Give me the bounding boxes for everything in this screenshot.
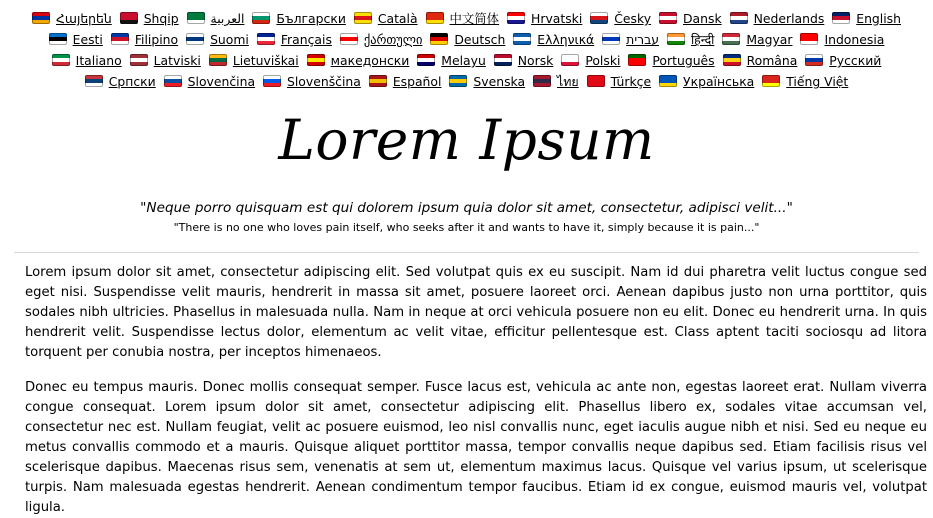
flag-icon [186,33,204,45]
language-item[interactable] [187,8,245,29]
language-item[interactable] [805,50,881,71]
language-link[interactable]: Hrvatski [531,11,583,26]
flag-icon [533,75,551,87]
language-link[interactable]: Dansk [683,11,722,26]
language-item[interactable] [130,50,201,71]
language-link[interactable]: македонски [330,53,410,68]
language-link[interactable]: Lietuviškai [232,53,299,68]
language-item[interactable] [369,71,442,92]
language-item[interactable] [417,50,486,71]
language-item[interactable] [494,50,554,71]
language-link[interactable]: العربية [210,11,245,26]
language-link[interactable]: Български [276,11,346,26]
lorem-paragraph: Lorem ipsum dolor sit amet, consectetur adipiscing elit. Sed volutpat quis ex eu suscipit. Nam id dui pharetra velit luctus congue sed eget nisi. Suspendisse velit mauris, hendrerit in massa sit amet, posuere laoreet orci. Aenean dapibus justo non urna porttitor, quis sodales nibh ultricies. Phasellus in malesuada nulla. Nam in neque at orci vehicula posuere non eu elit. Donec eu hendrerit urna. In quis hendrerit velit. Suspendisse lectus dolor, elementum ac velit vitae, efficitur pellentesque est. Class aptent taciti sociosqu ad litora torquent per conubia nostra, per inceptos himenaeos. [25,265,927,360]
language-link[interactable]: Русский [829,53,882,68]
language-item[interactable] [723,50,798,71]
language-link[interactable]: Česky [614,11,652,26]
language-link[interactable]: Italiano [75,53,122,68]
flag-icon [762,75,780,87]
flag-icon [659,12,677,24]
flag-icon [85,75,103,87]
flag-icon [430,33,448,45]
language-item[interactable] [533,71,579,92]
flag-icon [659,75,677,87]
language-item[interactable] [209,50,299,71]
language-item[interactable] [111,29,178,50]
flag-icon [369,75,387,87]
flag-icon [667,33,685,45]
flag-icon [257,33,275,45]
flag-icon [628,54,646,66]
language-link[interactable]: Shqip [143,11,179,26]
language-link[interactable]: Հայերեն [56,11,112,26]
language-item[interactable] [430,29,505,50]
language-item[interactable] [730,8,825,29]
lorem-paragraph: Donec eu tempus mauris. Donec mollis consequat semper. Fusce lacus est, vehicula ac ante non, egestas laoreet erat. Nullam viverra congue consequat. Lorem ipsum dolor sit amet, consectetur adipiscing elit. Phasellus libero ex, sodales vitae accumsan vel, consectetur nec est. Nullam feugiat, velit ac posuere euismod, leo nisl convallis nunc, eget iaculis augue nibh et nisi. Sed eu neque eu metus convallis commodo et a mauris. Quisque aliquet porttitor massa, tempor convallis neque dapibus sed. Etiam facilisis risus vel scelerisque dapibus. Maecenas risus sem, venenatis at sem ut, elementum maximus lacus. Quisque vel varius ipsum, ut scelerisque turpis. Nam malesuada egestas hendrerit. Aenean condimentum tempor faucibus. Etiam id ex congue, euismod mauris vel, volutpat ligula. [25,380,927,515]
language-link[interactable]: Norsk [517,53,554,68]
language-selector [0,0,933,92]
language-link[interactable]: Deutsch [454,32,506,47]
language-link[interactable]: Ελληνικά [537,32,595,47]
language-link[interactable]: עברית [626,32,659,47]
language-item[interactable] [449,71,525,92]
language-item[interactable] [762,71,848,92]
flag-icon [32,12,50,24]
language-item[interactable] [257,29,332,50]
language-link[interactable]: Українська [683,74,755,89]
language-item[interactable] [307,50,410,71]
language-link[interactable]: Svenska [473,74,526,89]
language-item[interactable] [49,29,103,50]
flag-icon [120,12,138,24]
flag-icon [209,54,227,66]
language-link[interactable]: ไทย [557,74,579,89]
language-link[interactable]: Tiếng Việt [786,74,849,89]
language-item[interactable] [602,29,659,50]
language-item[interactable] [628,50,714,71]
flag-icon [561,54,579,66]
flag-icon [426,12,444,24]
language-item[interactable] [800,29,884,50]
language-link[interactable]: Latviski [153,53,201,68]
flag-icon [513,33,531,45]
language-item[interactable] [561,50,620,71]
flag-icon [111,33,129,45]
page-title: Lorem Ipsum [278,108,655,172]
language-link[interactable]: Српски [108,74,156,89]
flag-icon [723,54,741,66]
language-link[interactable]: Español [392,74,442,89]
flag-icon [52,54,70,66]
language-item[interactable] [32,8,112,29]
flag-icon [187,12,205,24]
flag-icon [800,33,818,45]
english-quote: "There is no one who loves pain itself, who seeks after it and wants to have it, simply because it is pain..." [173,221,760,234]
language-item[interactable] [164,71,255,92]
language-item[interactable] [722,29,792,50]
flag-icon [307,54,325,66]
language-link[interactable]: Filipino [134,32,179,47]
latin-quote: "Neque porro quisquam est qui dolorem ipsum quia dolor sit amet, consectetur, adipisci velit..." [140,200,793,216]
flag-icon [805,54,823,66]
language-item[interactable] [832,8,901,29]
flag-icon [49,33,67,45]
flag-icon [263,75,281,87]
language-link[interactable]: Türkçe [610,74,652,89]
language-item[interactable] [667,29,714,50]
language-link[interactable]: Slovenščina [287,74,361,89]
flag-icon [164,75,182,87]
language-item[interactable] [340,29,423,50]
language-link[interactable]: Français [280,32,332,47]
language-link[interactable]: Româna [746,53,798,68]
lorem-content [0,253,933,518]
language-item[interactable] [263,71,361,92]
language-item[interactable] [85,71,156,92]
language-link[interactable]: Polski [585,53,621,68]
language-link[interactable]: Català [377,11,418,26]
language-link[interactable]: Magyar [746,32,793,47]
language-item[interactable] [659,71,754,92]
language-link[interactable]: Suomi [210,32,249,47]
language-link[interactable]: 中文简体 [449,11,500,26]
flag-icon [722,33,740,45]
language-link[interactable]: Nederlands [753,11,825,26]
flag-icon [449,75,467,87]
flag-icon [587,75,605,87]
flag-icon [730,12,748,24]
language-item[interactable] [513,29,594,50]
flag-icon [130,54,148,66]
banner [0,108,933,234]
language-item[interactable] [120,8,179,29]
language-link[interactable]: Melayu [441,53,486,68]
language-link[interactable]: Português [652,53,715,68]
language-link[interactable]: ქართული [363,32,423,47]
flag-icon [590,12,608,24]
flag-icon [340,33,358,45]
language-link[interactable]: English [856,11,901,26]
language-item[interactable] [354,8,418,29]
language-item[interactable] [590,8,651,29]
language-item[interactable] [252,8,346,29]
flag-icon [417,54,435,66]
language-item[interactable] [659,8,722,29]
language-link[interactable]: Slovenčina [187,74,256,89]
language-item[interactable] [186,29,249,50]
flag-icon [832,12,850,24]
flag-icon [252,12,270,24]
flag-icon [494,54,512,66]
flag-icon [354,12,372,24]
language-link[interactable]: Indonesia [824,32,885,47]
language-link[interactable]: हिन्दी [690,32,715,47]
language-item[interactable] [426,8,500,29]
language-item[interactable] [507,8,582,29]
language-item[interactable] [587,71,651,92]
language-link[interactable]: Eesti [72,32,103,47]
flag-icon [602,33,620,45]
flag-icon [507,12,525,24]
language-item[interactable] [52,50,122,71]
